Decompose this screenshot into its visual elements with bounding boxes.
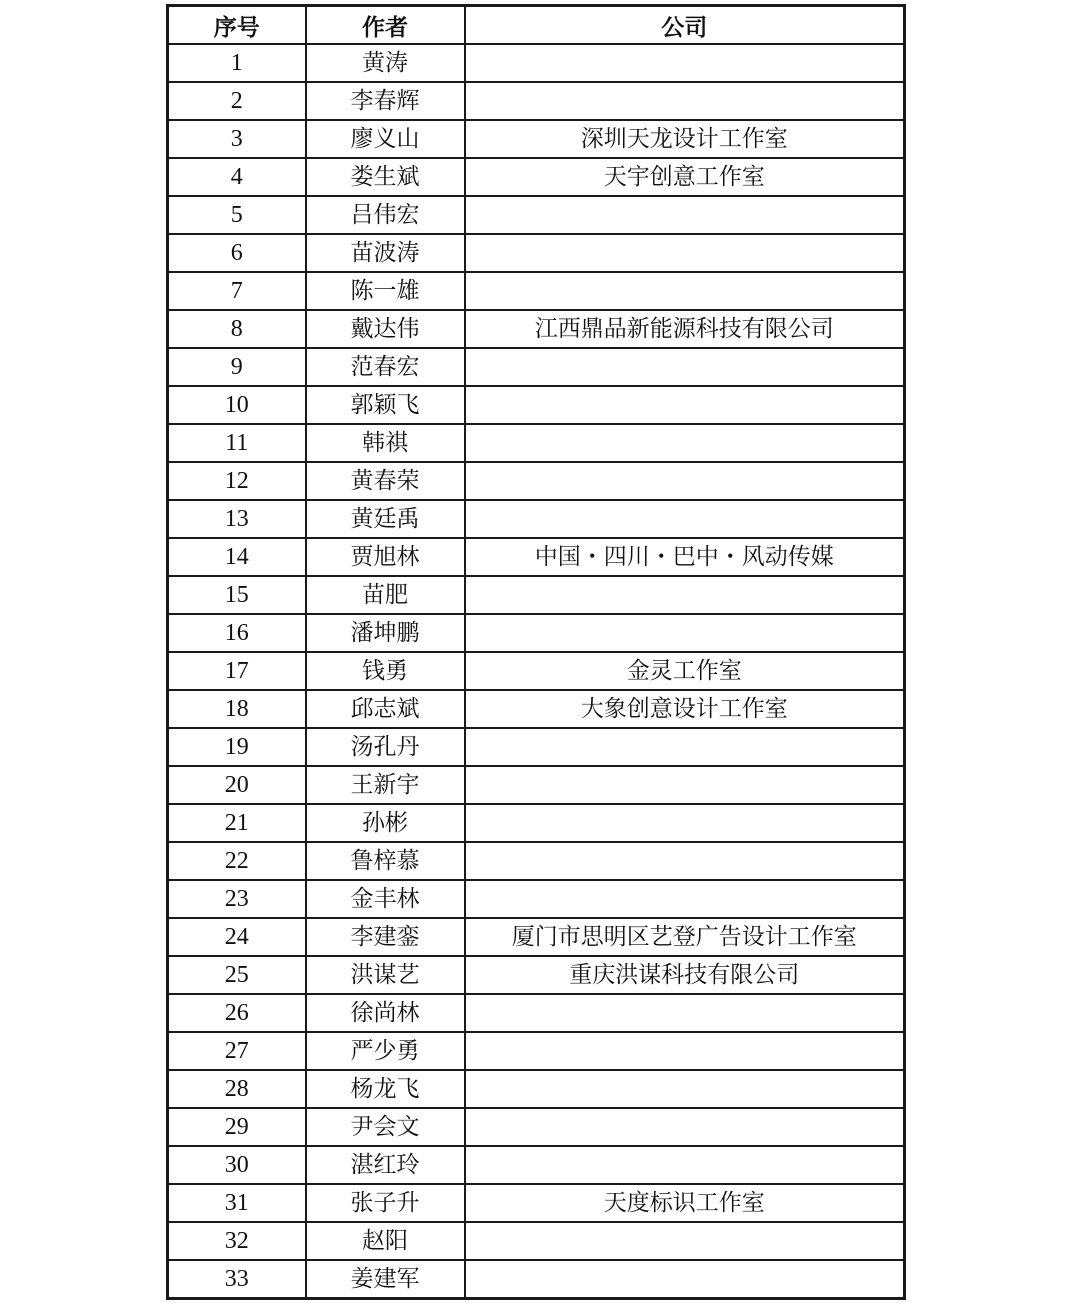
row-author-cell: 范春宏: [306, 348, 465, 386]
row-author-cell: 戴达伟: [306, 310, 465, 348]
row-author-cell: 汤孔丹: [306, 728, 465, 766]
table-row: [168, 842, 905, 880]
row-company-cell: [465, 614, 905, 652]
row-company-cell: [465, 424, 905, 462]
row-index-cell: 19: [168, 728, 306, 766]
row-index-cell: 8: [168, 310, 306, 348]
row-company-cell: 中国・四川・巴中・风动传媒: [465, 538, 905, 576]
row-author-cell: 钱勇: [306, 652, 465, 690]
row-index-cell: 32: [168, 1222, 306, 1260]
table-row: [168, 1108, 905, 1146]
row-index-cell: 13: [168, 500, 306, 538]
table-row: [168, 500, 905, 538]
row-index-cell: 11: [168, 424, 306, 462]
row-company-cell: [465, 1146, 905, 1184]
row-company-cell: [465, 1260, 905, 1299]
row-index-cell: 15: [168, 576, 306, 614]
row-author-cell: 黄涛: [306, 44, 465, 82]
table-row: [168, 82, 905, 120]
table-row: [168, 234, 905, 272]
table-row: [168, 652, 905, 690]
row-author-cell: 郭颖飞: [306, 386, 465, 424]
table-row: [168, 804, 905, 842]
row-company-cell: [465, 272, 905, 310]
row-author-cell: 黄春荣: [306, 462, 465, 500]
row-company-cell: 天度标识工作室: [465, 1184, 905, 1222]
table-row: [168, 44, 905, 82]
table-row: [168, 1146, 905, 1184]
table-row: [168, 576, 905, 614]
row-author-cell: 潘坤鹏: [306, 614, 465, 652]
row-author-cell: 廖义山: [306, 120, 465, 158]
row-index-cell: 21: [168, 804, 306, 842]
row-author-cell: 赵阳: [306, 1222, 465, 1260]
author-table-container: [166, 4, 903, 1301]
row-company-cell: 深圳天龙设计工作室: [465, 120, 905, 158]
row-author-cell: 贾旭林: [306, 538, 465, 576]
row-company-cell: [465, 1032, 905, 1070]
table-row: [168, 956, 905, 994]
table-row: [168, 918, 905, 956]
header-company: 公司: [465, 6, 905, 45]
row-company-cell: [465, 728, 905, 766]
row-company-cell: [465, 766, 905, 804]
row-index-cell: 29: [168, 1108, 306, 1146]
row-index-cell: 23: [168, 880, 306, 918]
table-row: [168, 728, 905, 766]
row-company-cell: 厦门市思明区艺登广告设计工作室: [465, 918, 905, 956]
row-company-cell: 江西鼎品新能源科技有限公司: [465, 310, 905, 348]
row-company-cell: [465, 386, 905, 424]
row-company-cell: [465, 82, 905, 120]
row-company-cell: [465, 1108, 905, 1146]
row-company-cell: [465, 842, 905, 880]
row-index-cell: 12: [168, 462, 306, 500]
row-company-cell: 天宇创意工作室: [465, 158, 905, 196]
row-company-cell: [465, 462, 905, 500]
row-index-cell: 7: [168, 272, 306, 310]
row-company-cell: 大象创意设计工作室: [465, 690, 905, 728]
row-author-cell: 严少勇: [306, 1032, 465, 1070]
row-index-cell: 1: [168, 44, 306, 82]
row-index-cell: 18: [168, 690, 306, 728]
table-row: [168, 196, 905, 234]
row-index-cell: 17: [168, 652, 306, 690]
row-author-cell: 李建銮: [306, 918, 465, 956]
row-index-cell: 27: [168, 1032, 306, 1070]
row-author-cell: 李春辉: [306, 82, 465, 120]
table-row: [168, 158, 905, 196]
table-row: [168, 1260, 905, 1299]
row-index-cell: 9: [168, 348, 306, 386]
author-company-table: [166, 4, 906, 1300]
row-author-cell: 张子升: [306, 1184, 465, 1222]
table-row: [168, 614, 905, 652]
row-company-cell: [465, 994, 905, 1032]
row-author-cell: 黄廷禹: [306, 500, 465, 538]
row-index-cell: 2: [168, 82, 306, 120]
row-index-cell: 33: [168, 1260, 306, 1299]
row-index-cell: 22: [168, 842, 306, 880]
row-index-cell: 6: [168, 234, 306, 272]
table-row: [168, 880, 905, 918]
row-company-cell: [465, 576, 905, 614]
row-author-cell: 尹会文: [306, 1108, 465, 1146]
row-index-cell: 14: [168, 538, 306, 576]
table-row: [168, 348, 905, 386]
table-row: [168, 272, 905, 310]
row-index-cell: 5: [168, 196, 306, 234]
table-row: [168, 1032, 905, 1070]
row-author-cell: 金丰林: [306, 880, 465, 918]
row-author-cell: 洪谋艺: [306, 956, 465, 994]
table-row: [168, 766, 905, 804]
row-author-cell: 鲁梓慕: [306, 842, 465, 880]
row-company-cell: [465, 234, 905, 272]
table-row: [168, 994, 905, 1032]
row-index-cell: 31: [168, 1184, 306, 1222]
row-index-cell: 28: [168, 1070, 306, 1108]
row-index-cell: 24: [168, 918, 306, 956]
row-company-cell: [465, 196, 905, 234]
row-index-cell: 16: [168, 614, 306, 652]
row-company-cell: 金灵工作室: [465, 652, 905, 690]
table-row: [168, 538, 905, 576]
row-author-cell: 孙彬: [306, 804, 465, 842]
row-author-cell: 吕伟宏: [306, 196, 465, 234]
table-row: [168, 1184, 905, 1222]
table-row: [168, 120, 905, 158]
row-index-cell: 3: [168, 120, 306, 158]
row-author-cell: 姜建军: [306, 1260, 465, 1299]
table-header: [168, 6, 905, 45]
table-body: [168, 44, 905, 1299]
row-author-cell: 韩祺: [306, 424, 465, 462]
header-row: [168, 6, 905, 45]
row-index-cell: 26: [168, 994, 306, 1032]
row-author-cell: 湛红玲: [306, 1146, 465, 1184]
row-author-cell: 杨龙飞: [306, 1070, 465, 1108]
row-index-cell: 20: [168, 766, 306, 804]
row-author-cell: 苗波涛: [306, 234, 465, 272]
row-author-cell: 王新宇: [306, 766, 465, 804]
table-row: [168, 1222, 905, 1260]
row-author-cell: 邱志斌: [306, 690, 465, 728]
table-row: [168, 462, 905, 500]
row-index-cell: 4: [168, 158, 306, 196]
row-author-cell: 苗肥: [306, 576, 465, 614]
row-author-cell: 娄生斌: [306, 158, 465, 196]
row-company-cell: [465, 500, 905, 538]
row-author-cell: 陈一雄: [306, 272, 465, 310]
row-company-cell: [465, 804, 905, 842]
table-row: [168, 1070, 905, 1108]
table-row: [168, 310, 905, 348]
row-index-cell: 30: [168, 1146, 306, 1184]
row-index-cell: 10: [168, 386, 306, 424]
row-author-cell: 徐尚林: [306, 994, 465, 1032]
row-company-cell: [465, 1222, 905, 1260]
row-company-cell: [465, 348, 905, 386]
row-company-cell: 重庆洪谋科技有限公司: [465, 956, 905, 994]
row-company-cell: [465, 880, 905, 918]
header-author: 作者: [306, 6, 465, 45]
table-row: [168, 424, 905, 462]
row-index-cell: 25: [168, 956, 306, 994]
table-row: [168, 386, 905, 424]
header-index: 序号: [168, 6, 306, 45]
row-company-cell: [465, 44, 905, 82]
row-company-cell: [465, 1070, 905, 1108]
table-row: [168, 690, 905, 728]
